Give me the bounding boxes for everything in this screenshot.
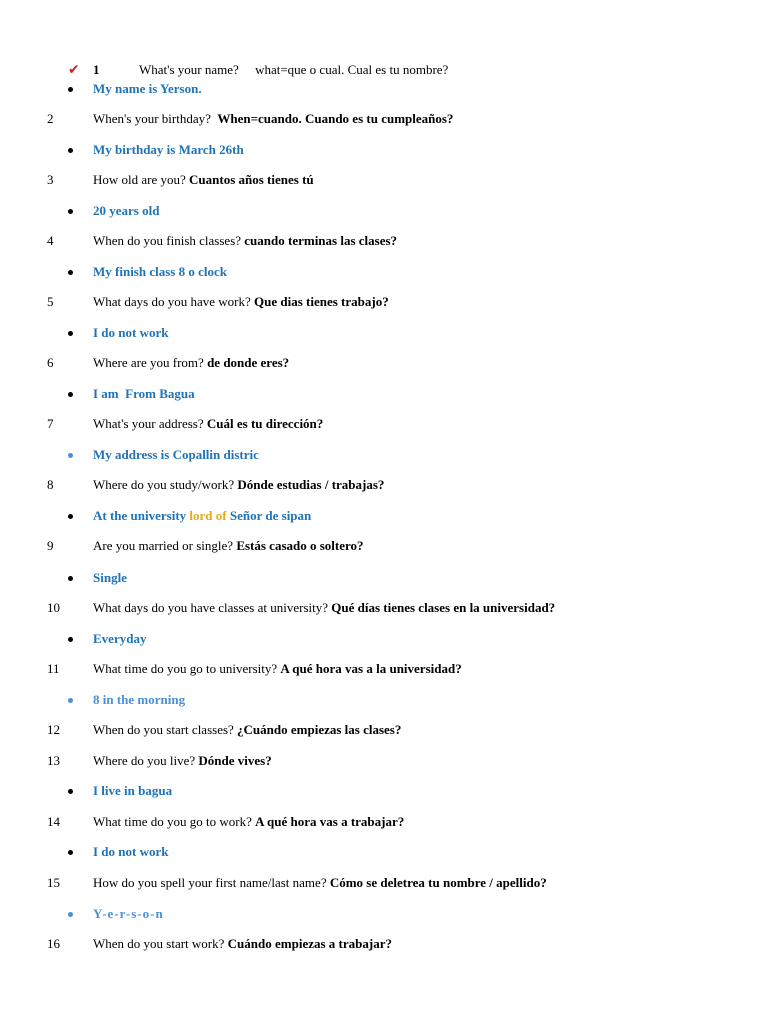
bullet-icon	[68, 698, 73, 703]
bullet-icon	[68, 576, 73, 581]
answer-text: I am From Bagua	[93, 386, 195, 401]
question-text: Where do you live? Dónde vives?	[93, 753, 272, 768]
question-text: What time do you go to work? A qué hora vas a trabajar?	[93, 814, 405, 829]
question-number: 7	[47, 416, 54, 431]
answer-text: My name is Yerson.	[93, 81, 202, 96]
question-number: 1	[93, 62, 100, 77]
question-number: 4	[47, 233, 54, 248]
question-number: 2	[47, 111, 54, 126]
bullet-icon	[68, 850, 73, 855]
question-row-1	[0, 60, 768, 80]
question-text: How old are you? Cuantos años tienes tú	[93, 172, 314, 187]
answer-row	[0, 842, 768, 862]
answer-row	[0, 79, 768, 99]
question-row	[0, 934, 768, 954]
question-number: 12	[47, 722, 60, 737]
question-text: Are you married or single? Estás casado o soltero?	[93, 538, 364, 553]
question-row	[0, 231, 768, 251]
bullet-icon	[68, 331, 73, 336]
question-text: What's your name? what=que o cual. Cual es tu nombre?	[139, 62, 449, 77]
answer-text: Single	[93, 570, 127, 585]
question-row	[0, 109, 768, 129]
question-number: 10	[47, 600, 60, 615]
question-row	[0, 751, 768, 771]
answer-text: Everyday	[93, 631, 147, 646]
question-text: When do you start work? Cuándo empiezas a trabajar?	[93, 936, 392, 951]
answer-row	[0, 629, 768, 649]
question-row	[0, 598, 768, 618]
bullet-icon	[68, 789, 73, 794]
answer-row	[0, 140, 768, 160]
question-row	[0, 353, 768, 373]
question-number: 8	[47, 477, 54, 492]
answer-text: 8 in the morning	[93, 692, 186, 707]
question-text: What days do you have work? Que dias tienes trabajo?	[93, 294, 389, 309]
question-number: 9	[47, 538, 54, 553]
question-number: 14	[47, 814, 60, 829]
bullet-icon	[68, 514, 73, 519]
question-row	[0, 414, 768, 434]
question-row	[0, 536, 768, 556]
question-number: 3	[47, 172, 54, 187]
question-row	[0, 812, 768, 832]
question-row	[0, 873, 768, 893]
answer-text: I live in bagua	[93, 783, 173, 798]
answer-row	[0, 323, 768, 343]
answer-row	[0, 904, 768, 924]
question-text: What time do you go to university? A qué hora vas a la universidad?	[93, 661, 462, 676]
question-text: Where are you from? de donde eres?	[93, 355, 290, 370]
question-number: 15	[47, 875, 60, 890]
bullet-icon	[68, 148, 73, 153]
answer-text: At the university lord of Señor de sipan	[93, 508, 312, 523]
answer-text: My birthday is March 26th	[93, 142, 244, 157]
bullet-icon	[68, 912, 73, 917]
question-text: What's your address? Cuál es tu dirección?	[93, 416, 324, 431]
question-text: What days do you have classes at university? Qué días tienes clases en la universidad?	[93, 600, 556, 615]
question-number: 13	[47, 753, 60, 768]
question-row	[0, 720, 768, 740]
bullet-icon	[68, 209, 73, 214]
question-row	[0, 292, 768, 312]
answer-row	[0, 506, 768, 526]
bullet-icon	[68, 637, 73, 642]
question-number: 5	[47, 294, 54, 309]
answer-row	[0, 262, 768, 282]
bullet-icon	[68, 87, 73, 92]
answer-text: I do not work	[93, 325, 169, 340]
question-number: 6	[47, 355, 54, 370]
answer-text: Y-e-r-s-o-n	[93, 906, 164, 921]
question-text: When's your birthday? When=cuando. Cuando es tu cumpleaños?	[93, 111, 454, 126]
question-row	[0, 475, 768, 495]
question-number: 16	[47, 936, 60, 951]
answer-text: 20 years old	[93, 203, 160, 218]
bullet-icon	[68, 453, 73, 458]
question-text: Where do you study/work? Dónde estudias / trabajas?	[93, 477, 385, 492]
bullet-icon	[68, 392, 73, 397]
answer-row	[0, 201, 768, 221]
question-row	[0, 659, 768, 679]
answer-text: My finish class 8 o clock	[93, 264, 227, 279]
bullet-icon	[68, 270, 73, 275]
answer-row	[0, 690, 768, 710]
question-text: When do you finish classes? cuando terminas las clases?	[93, 233, 398, 248]
answer-row	[0, 445, 768, 465]
question-row	[0, 170, 768, 190]
answer-row	[0, 384, 768, 404]
question-number: 11	[47, 661, 60, 676]
question-text: How do you spell your first name/last name? Cómo se deletrea tu nombre / apellido?	[93, 875, 547, 890]
check-mark-icon: ✔	[68, 62, 80, 78]
answer-text: My address is Copallin distric	[93, 447, 259, 462]
answer-text: I do not work	[93, 844, 169, 859]
answer-row	[0, 781, 768, 801]
question-text: When do you start classes? ¿Cuándo empiezas las clases?	[93, 722, 402, 737]
answer-row	[0, 568, 768, 588]
